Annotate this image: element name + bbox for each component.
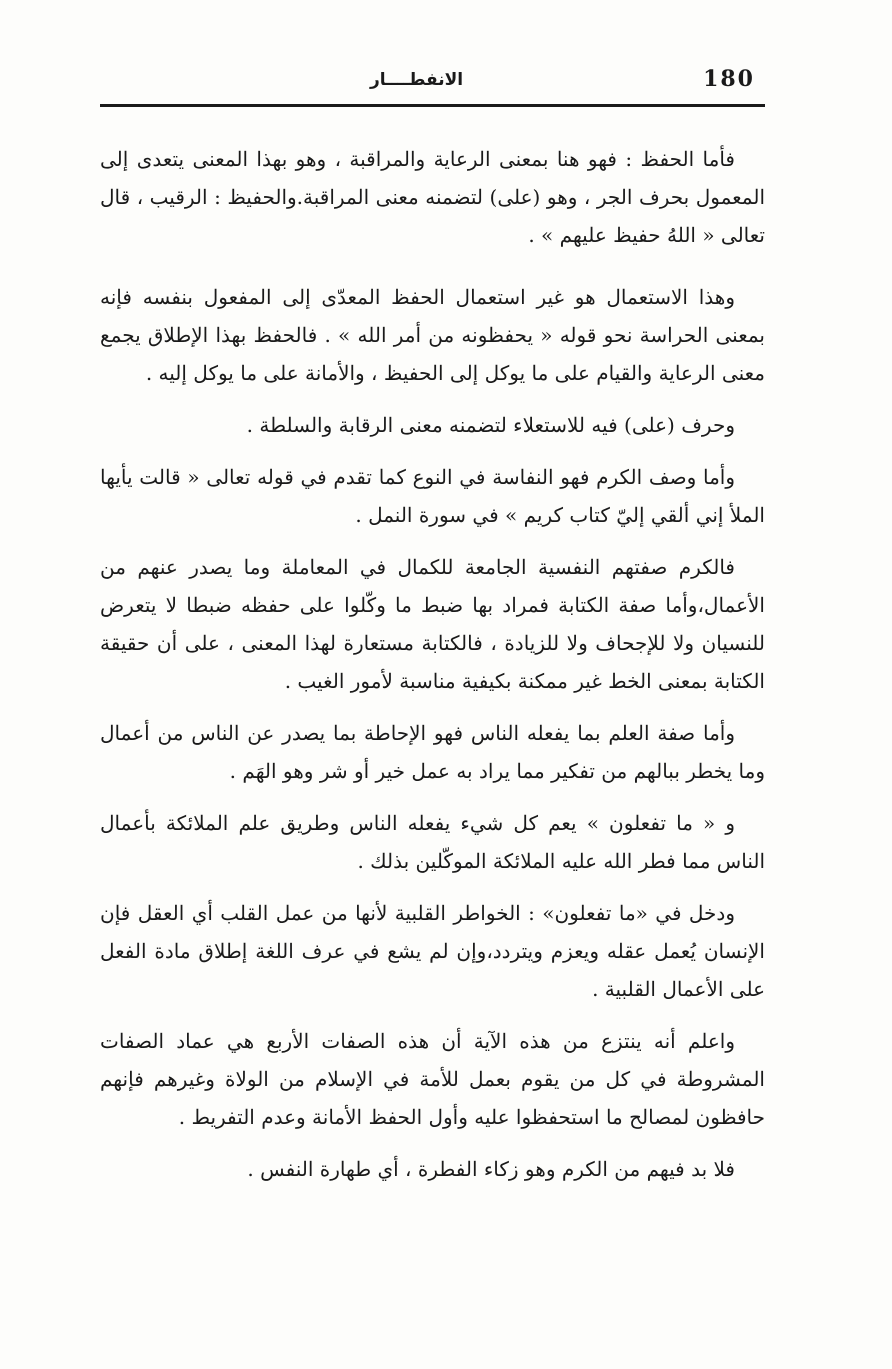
paragraph: وأما وصف الكرم فهو النفاسة في النوع كما تقدم في قوله تعالى « قالت يأيها الملأ إني ألقي إليّ كتاب كريم » في سورة النمل . xyxy=(100,465,765,527)
page-body xyxy=(100,140,765,1202)
paragraph: وحرف (على) فيه للاستعلاء لتضمنه معنى الرقابة والسلطة . xyxy=(246,413,735,437)
paragraph: وهذا الاستعمال هو غير استعمال الحفظ المعدّى إلى المفعول بنفسه فإنه بمعنى الحراسة نحو قوله « يحفظونه من أمر الله » . فالحفظ بهذا الإطلاق يجمع معنى الرعاية والقيام على ما يوكل إلى الحفيظ ، والأمانة على ما يوكل إليه . xyxy=(100,285,765,385)
paragraph: واعلم أنه ينتزع من هذه الآية أن هذه الصفات الأربع هي عماد الصفات المشروطة في كل من يقوم بعمل للأمة في الإسلام من الولاة وغيرهم فإنهم حافظون لمصالح ما استحفظوا عليه وأول الحفظ الأمانة وعدم التفريط . xyxy=(100,1029,765,1129)
paragraph: فالكرم صفتهم النفسية الجامعة للكمال في المعاملة وما يصدر عنهم من الأعمال،وأما صفة الكتابة فمراد بها ضبط ما وكّلوا على حفظه ضبطا لا يتعرض للنسيان ولا للإجحاف ولا للزيادة ، فالكتابة مستعارة لهذا المعنى ، على أن حقيقة الكتابة بمعنى الخط غير ممكنة بكيفية مناسبة لأمور الغيب . xyxy=(100,555,766,693)
paragraph: فأما الحفظ : فهو هنا بمعنى الرعاية والمراقبة ، وهو بهذا المعنى يتعدى إلى المعمول بحرف الجر ، وهو (على) لتضمنه معنى المراقبة.والحفيظ : الرقيب ، قال تعالى « اللهُ حفيظ عليهم » . xyxy=(100,147,765,247)
paragraph: فلا بد فيهم من الكرم وهو زكاء الفطرة ، أي طهارة النفس . xyxy=(247,1157,735,1181)
header-divider xyxy=(100,104,765,107)
page-header xyxy=(100,66,765,102)
paragraph: وأما صفة العلم بما يفعله الناس فهو الإحاطة بما يصدر عن الناس من أعمال وما يخطر ببالهم من تفكير مما يراد به عمل خير أو شر وهو الهَم . xyxy=(100,721,765,783)
page-number: 180 xyxy=(703,66,755,92)
paragraph: ودخل في «ما تفعلون» : الخواطر القلبية لأنها من عمل القلب أي العقل فإن الإنسان يُعمل عقله ويعزم ويتردد،وإن لم يشع في عرف اللغة إطلاق مادة الفعل على الأعمال القلبية . xyxy=(100,901,765,1001)
running-title: الانفطــــار xyxy=(370,70,464,90)
paragraph: و « ما تفعلون » يعم كل شيء يفعله الناس وطريق علم الملائكة بأعمال الناس مما فطر الله عليه الملائكة الموكّلين بذلك . xyxy=(100,811,765,873)
